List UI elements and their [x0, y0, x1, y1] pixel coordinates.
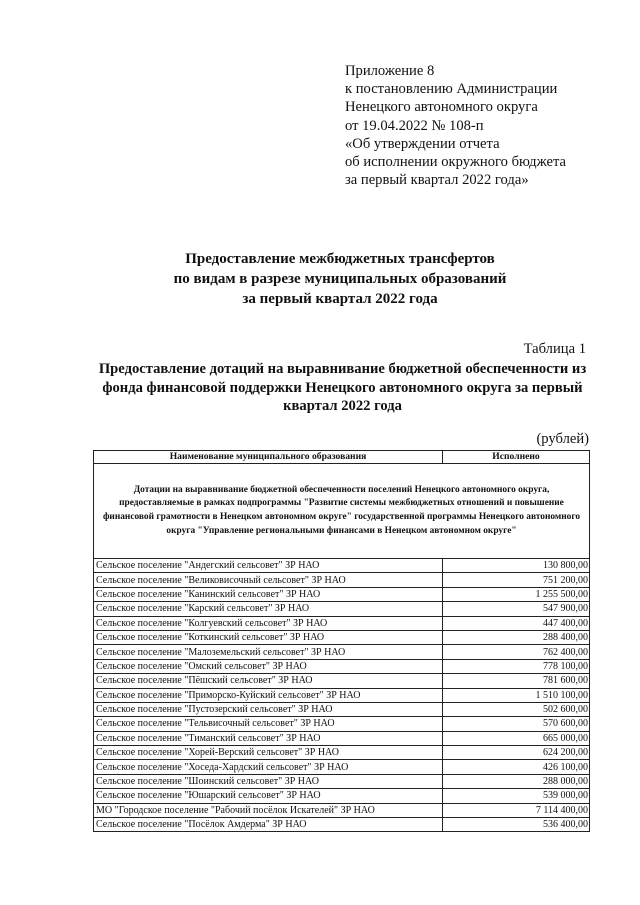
transfers-table	[93, 450, 590, 832]
document-heading	[0, 249, 640, 309]
municipality-name: Сельское поселение "Хорей-Верский сельсовет" ЗР НАО	[94, 746, 443, 760]
table-row	[94, 774, 590, 788]
executed-amount: 624 200,00	[443, 746, 590, 760]
table-title: Предоставление дотаций на выравнивание бюджетной обеспеченности из фонда финансовой поддержки Ненецкого автономного округа за первый квартал 2022 года	[98, 361, 587, 414]
executed-amount: 1 255 500,00	[443, 587, 590, 601]
appendix-line: за первый квартал 2022 года»	[345, 172, 529, 189]
table-row	[94, 702, 590, 716]
executed-amount: 447 400,00	[443, 616, 590, 630]
appendix-line: Приложение 8	[345, 63, 435, 79]
heading-line: за первый квартал 2022 года	[242, 291, 438, 307]
table-row	[94, 659, 590, 673]
appendix-line: «Об утверждении отчета	[345, 135, 500, 152]
municipality-name: Сельское поселение "Малоземельский сельсовет" ЗР НАО	[94, 645, 443, 659]
executed-amount: 547 900,00	[443, 602, 590, 616]
table-header-row	[94, 451, 590, 464]
executed-amount: 665 000,00	[443, 731, 590, 745]
executed-amount: 536 400,00	[443, 818, 590, 832]
table-row	[94, 645, 590, 659]
municipality-name: Сельское поселение "Андегский сельсовет" ЗР НАО	[94, 559, 443, 573]
municipality-name: Сельское поселение "Великовисочный сельсовет" ЗР НАО	[94, 573, 443, 587]
section-description: Дотации на выравнивание бюджетной обеспеченности поселений Ненецкого автономного округа, предоставляемые в рамках подпрограммы "Развитие системы межбюджетных отношений и повышение финансовой грамотности в Ненецком автономном округе" государственной программы Ненецкого автономного округа "Управление региональными финансами в Ненецком автономном округе"	[94, 464, 590, 559]
appendix-line: от 19.04.2022 № 108-п	[345, 117, 484, 134]
heading-line: по видам в разрезе муниципальных образований	[173, 271, 507, 287]
municipality-name: Сельское поселение "Колгуевский сельсовет" ЗР НАО	[94, 616, 443, 630]
appendix-block	[345, 62, 566, 189]
executed-amount: 502 600,00	[443, 702, 590, 716]
header-executed: Исполнено	[443, 451, 590, 464]
executed-amount: 1 510 100,00	[443, 688, 590, 702]
municipality-name: Сельское поселение "Юшарский сельсовет" ЗР НАО	[94, 789, 443, 803]
appendix-line: Ненецкого автономного округа	[345, 99, 538, 116]
executed-amount: 288 000,00	[443, 774, 590, 788]
municipality-name: Сельское поселение "Карский сельсовет" ЗР НАО	[94, 602, 443, 616]
table-row	[94, 630, 590, 644]
executed-amount: 778 100,00	[443, 659, 590, 673]
units-label: (рублей)	[536, 431, 589, 447]
table-row	[94, 616, 590, 630]
executed-amount: 130 800,00	[443, 559, 590, 573]
appendix-line: об исполнении окружного бюджета	[345, 154, 566, 171]
table-row	[94, 746, 590, 760]
executed-amount: 570 600,00	[443, 717, 590, 731]
table-number: Таблица 1	[523, 341, 586, 357]
table-row	[94, 717, 590, 731]
executed-amount: 762 400,00	[443, 645, 590, 659]
municipality-name: Сельское поселение "Приморско-Куйский сельсовет" ЗР НАО	[94, 688, 443, 702]
municipality-name: Сельское поселение "Тиманский сельсовет" ЗР НАО	[94, 731, 443, 745]
municipality-name: Сельское поселение "Посёлок Амдерма" ЗР НАО	[94, 818, 443, 832]
table-row	[94, 559, 590, 573]
heading-line: Предоставление межбюджетных трансфертов	[185, 251, 495, 267]
table-row	[94, 573, 590, 587]
municipality-name: Сельское поселение "Омский сельсовет" ЗР НАО	[94, 659, 443, 673]
table-row	[94, 731, 590, 745]
table-row	[94, 789, 590, 803]
municipality-name: Сельское поселение "Канинский сельсовет" ЗР НАО	[94, 587, 443, 601]
table-row	[94, 760, 590, 774]
municipality-name: Сельское поселение "Пустозерский сельсовет" ЗР НАО	[94, 702, 443, 716]
section-row	[94, 464, 590, 559]
executed-amount: 751 200,00	[443, 573, 590, 587]
executed-amount: 288 400,00	[443, 630, 590, 644]
appendix-line: к постановлению Администрации	[345, 81, 558, 98]
municipality-name: Сельское поселение "Коткинский сельсовет" ЗР НАО	[94, 630, 443, 644]
municipality-name: Сельское поселение "Тельвисочный сельсовет" ЗР НАО	[94, 717, 443, 731]
executed-amount: 781 600,00	[443, 674, 590, 688]
municipality-name: Сельское поселение "Шоинский сельсовет" ЗР НАО	[94, 774, 443, 788]
table-row	[94, 602, 590, 616]
executed-amount: 7 114 400,00	[443, 803, 590, 817]
municipality-name: Сельское поселение "Хоседа-Хардский сельсовет" ЗР НАО	[94, 760, 443, 774]
table-row	[94, 818, 590, 832]
table-row	[94, 587, 590, 601]
table-row	[94, 803, 590, 817]
municipality-name: Сельское поселение "Пёшский сельсовет" ЗР НАО	[94, 674, 443, 688]
header-name: Наименование муниципального образования	[94, 451, 443, 464]
table-row	[94, 674, 590, 688]
table-row	[94, 688, 590, 702]
executed-amount: 539 000,00	[443, 789, 590, 803]
executed-amount: 426 100,00	[443, 760, 590, 774]
municipality-name: МО "Городское поселение "Рабочий посёлок Искателей" ЗР НАО	[94, 803, 443, 817]
